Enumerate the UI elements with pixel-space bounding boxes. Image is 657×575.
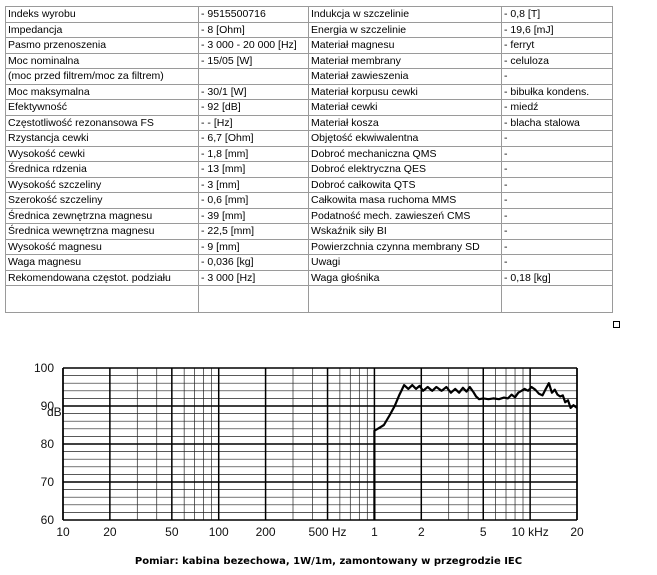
param-value: - - [Hz] — [199, 115, 309, 131]
param-value: - 3 000 - 20 000 [Hz] — [199, 38, 309, 54]
table-row — [6, 224, 613, 240]
table-row — [6, 7, 613, 23]
table-row — [6, 100, 613, 116]
y-axis-label: dB — [47, 405, 62, 419]
param-value: - celuloza — [502, 53, 613, 69]
param-label: Dobroć całkowita QTS — [309, 177, 502, 193]
param-label: Materiał kosza — [309, 115, 502, 131]
param-value: - 0,8 [T] — [502, 7, 613, 23]
param-value: - 92 [dB] — [199, 100, 309, 116]
y-tick-label: 70 — [40, 475, 54, 489]
x-tick-label: 10 — [56, 525, 70, 539]
table-row — [6, 115, 613, 131]
empty-cell — [6, 286, 199, 313]
param-value: - 1,8 [mm] — [199, 146, 309, 162]
param-value: - 13 [mm] — [199, 162, 309, 178]
table-row — [6, 208, 613, 224]
param-label: Waga głośnika — [309, 270, 502, 286]
param-label: Wysokość cewki — [6, 146, 199, 162]
param-value: - 8 [Ohm] — [199, 22, 309, 38]
param-value: - — [502, 193, 613, 209]
y-tick-label: 80 — [40, 437, 54, 451]
param-label: Moc nominalna — [6, 53, 199, 69]
param-value: - ferryt — [502, 38, 613, 54]
table-row — [6, 270, 613, 286]
param-value: - — [502, 255, 613, 271]
param-value: - 9515500716 — [199, 7, 309, 23]
param-label: Materiał zawieszenia — [309, 69, 502, 85]
x-tick-label: 5 — [479, 525, 487, 539]
param-value: - 3 [mm] — [199, 177, 309, 193]
param-label: Impedancja — [6, 22, 199, 38]
x-tick-label: 10 kHz — [511, 525, 549, 539]
y-tick-labels — [34, 361, 54, 527]
table-row — [6, 146, 613, 162]
param-value: - blacha stalowa — [502, 115, 613, 131]
param-label: Efektywność — [6, 100, 199, 116]
measurement-caption: Pomiar: kabina bezechowa, 1W/1m, zamontowany w przegrodzie IEC — [134, 556, 523, 567]
param-label: Średnica zewnętrzna magnesu — [6, 208, 199, 224]
param-value: - — [502, 224, 613, 240]
x-tick-label: 2 — [417, 525, 425, 539]
param-label: Rekomendowana częstot. podziału — [6, 270, 199, 286]
param-value: - 30/1 [W] — [199, 84, 309, 100]
param-label: Waga magnesu — [6, 255, 199, 271]
y-tick-label: 100 — [33, 361, 54, 375]
frequency-response-chart — [0, 350, 657, 550]
x-tick-labels — [56, 525, 584, 539]
param-label: Rzystancja cewki — [6, 131, 199, 147]
table-row-empty — [6, 286, 613, 313]
param-value: - 9 [mm] — [199, 239, 309, 255]
param-label: Uwagi — [309, 255, 502, 271]
param-label: Dobroć elektryczna QES — [309, 162, 502, 178]
param-value: - 22,5 [mm] — [199, 224, 309, 240]
table-row — [6, 239, 613, 255]
table-row — [6, 162, 613, 178]
param-label: Indeks wyrobu — [6, 7, 199, 23]
param-label: Materiał membrany — [309, 53, 502, 69]
x-tick-label: 500 Hz — [308, 525, 347, 539]
param-label: Powierzchnia czynna membrany SD — [309, 239, 502, 255]
x-tick-label: 100 — [208, 525, 229, 539]
y-tick-label: 90 — [40, 399, 54, 413]
empty-cell — [502, 286, 613, 313]
param-value: - 0,18 [kg] — [502, 270, 613, 286]
param-value: - — [502, 177, 613, 193]
table-row — [6, 255, 613, 271]
param-label: Materiał korpusu cewki — [309, 84, 502, 100]
table-row — [6, 193, 613, 209]
x-tick-label: 200 — [255, 525, 276, 539]
table-row — [6, 53, 613, 69]
param-label: Moc maksymalna — [6, 84, 199, 100]
param-label: Średnica wewnętrzna magnesu — [6, 224, 199, 240]
param-value: - — [502, 239, 613, 255]
table-row — [6, 131, 613, 147]
param-label: Pasmo przenoszenia — [6, 38, 199, 54]
x-tick-label: 20 — [103, 525, 117, 539]
param-label: Szerokość szczeliny — [6, 193, 199, 209]
param-value — [199, 69, 309, 85]
param-value: - 15/05 [W] — [199, 53, 309, 69]
param-label: Średnica rdzenia — [6, 162, 199, 178]
param-label: Całkowita masa ruchoma MMS — [309, 193, 502, 209]
param-label: Dobroć mechaniczna QMS — [309, 146, 502, 162]
param-label: Podatność mech. zawieszeń CMS — [309, 208, 502, 224]
table-row — [6, 38, 613, 54]
param-label: Wskaźnik siły BI — [309, 224, 502, 240]
empty-cell — [309, 286, 502, 313]
param-value: - bibułka kondens. — [502, 84, 613, 100]
table-row — [6, 22, 613, 38]
param-value: - 39 [mm] — [199, 208, 309, 224]
x-tick-label: 20 — [570, 525, 584, 539]
x-tick-label: 50 — [165, 525, 179, 539]
param-label: Wysokość szczeliny — [6, 177, 199, 193]
param-value: - — [502, 69, 613, 85]
param-value: - — [502, 131, 613, 147]
spec-table — [5, 6, 613, 313]
param-value: - 0,6 [mm] — [199, 193, 309, 209]
param-label: Energia w szczelinie — [309, 22, 502, 38]
param-label: Wysokość magnesu — [6, 239, 199, 255]
param-value: - — [502, 208, 613, 224]
y-tick-label: 60 — [40, 513, 54, 527]
param-label: Indukcja w szczelinie — [309, 7, 502, 23]
empty-cell — [199, 286, 309, 313]
param-value: - 19,6 [mJ] — [502, 22, 613, 38]
param-value: - 6,7 [Ohm] — [199, 131, 309, 147]
table-row — [6, 177, 613, 193]
param-value: - — [502, 146, 613, 162]
param-label: Materiał cewki — [309, 100, 502, 116]
table-resize-handle[interactable] — [613, 321, 620, 328]
x-tick-label: 1 — [371, 525, 378, 539]
param-label: Objętość ekwiwalentna — [309, 131, 502, 147]
table-row — [6, 69, 613, 85]
param-value: - 3 000 [Hz] — [199, 270, 309, 286]
param-label: (moc przed filtrem/moc za filtrem) — [6, 69, 199, 85]
param-value: - — [502, 162, 613, 178]
table-row — [6, 84, 613, 100]
param-value: - 0,036 [kg] — [199, 255, 309, 271]
param-label: Materiał magnesu — [309, 38, 502, 54]
param-label: Częstotliwość rezonansowa FS — [6, 115, 199, 131]
param-value: - miedź — [502, 100, 613, 116]
